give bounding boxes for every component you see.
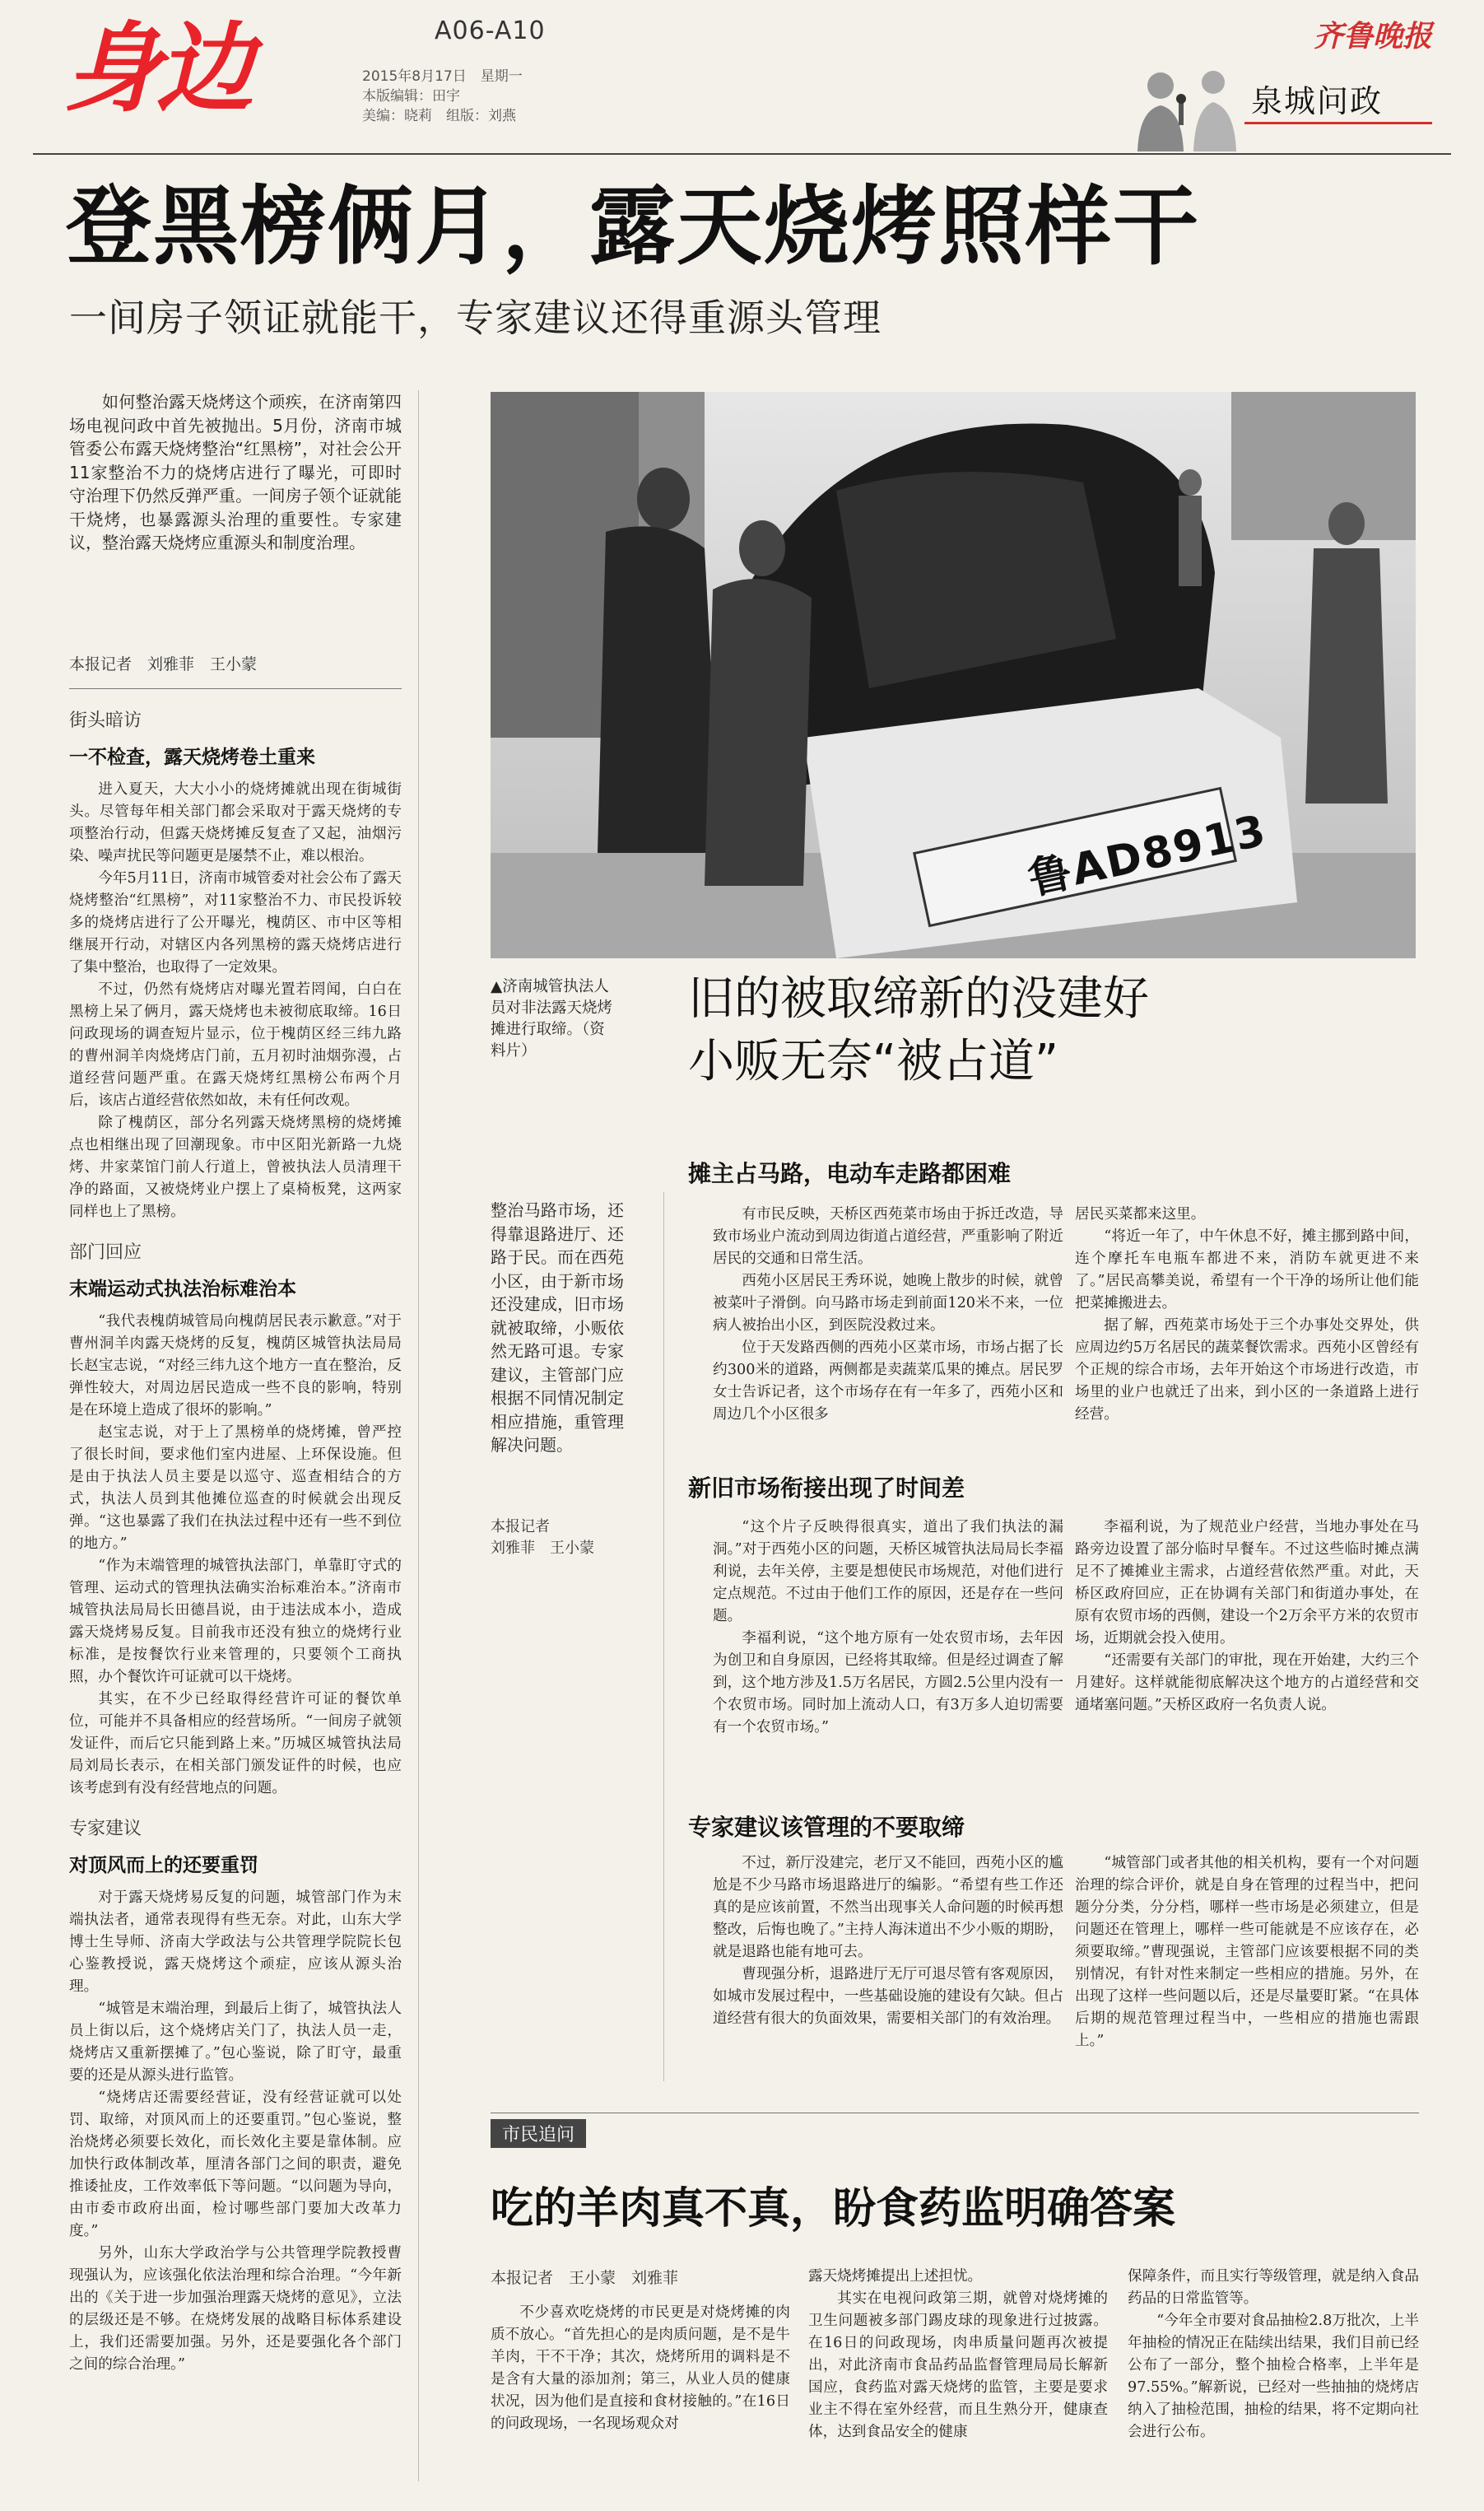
story2-sub2-col-left [713, 1516, 1063, 1739]
paragraph: 不少喜欢吃烧烤的市民更是对烧烤摊的肉质不放心。“首先担心的是肉质问题，是不是牛羊肉，干不干净；其次，烧烤所用的调料是不是含有大量的添加剂；第三，从业人员的健康状况，因为他们是直接和食材接触的。”在16日的问政现场，一名现场观众对 [491, 2304, 790, 2432]
paragraph: 不过，新厅没建完，老厅又不能回，西苑小区的尴尬是不少马路市场退路进厅的编影。“希望有些工作还真的是应该前置，不然当出现事关人命问题的时候再想整改，后悔也晚了。”主持人海沫道出不少小贩的期盼，就是退路也能有地可去。 [713, 1855, 1063, 1960]
truck-plate: 鲁AD8913 [1024, 805, 1272, 905]
story3-col-1 [491, 2302, 790, 2435]
paragraph: 李福利说，为了规范业户经营，当地办事处在马路旁边设置了部分临时早餐车。不过这些临时摊点满足不了摊摊业主需求，占道经营依然严重。对此，天桥区政府回应，正在协调有关部门和街道办事处，在原有农贸市场的西侧，建设一个2万余平方米的农贸市场，近期就会投入使用。 [1075, 1519, 1419, 1647]
newspaper-logo: 齐鲁晚报 [1314, 19, 1433, 54]
masthead-column-rule [1244, 122, 1432, 124]
paragraph: 保障条件，而且实行等级管理，就是纳入食品药品的日常监管等。 [1128, 2268, 1419, 2307]
section-title-dept: 末端运动式执法治标难治本 [69, 1279, 296, 1300]
paragraph: 居民买菜都来这里。 [1075, 1206, 1206, 1223]
story3-kicker: 市民追问 [491, 2119, 586, 2148]
paragraph: 位于天发路西侧的西苑小区菜市场，市场占据了长约300米的道路，两侧都是卖蔬菜瓜果的摊点。居民罗女士告诉记者，这个市场存在有一年多了，西苑小区和周边几个小区很多 [713, 1339, 1063, 1423]
story2-sidebar: 整治马路市场，还得靠退路进厅、还路于民。而在西苑小区，由于新市场还没建成，旧市场就被取缔，小贩依然无路可退。专家建议，主管部门应根据不同情况制定相应措施，重管理解决问题。 [491, 1200, 624, 1455]
story2-subhead-1: 摊主占马路，电动车走路都困难 [688, 1160, 1012, 1187]
photo-caption: ▲济南城管执法人员对非法露天烧烤摊进行取缔。（资料片） [491, 978, 613, 1060]
page-design-credit: 美编：晓莉 组版：刘燕 [362, 108, 516, 124]
paragraph: 曹现强分析，退路进厅无厅可退尽管有客观原因，如城市发展过程中，一些基础设施的建设有欠缺。但占道经营有很大的负面效果，需要相关部门的有效治理。 [713, 1966, 1063, 2027]
masthead-divider [33, 153, 1451, 155]
story2-subhead-3: 专家建议该管理的不要取缔 [688, 1814, 965, 1841]
page-editor: 本版编辑：田宇 [362, 88, 460, 105]
section-kicker-expert: 专家建议 [69, 1819, 142, 1839]
story2-sub3-col-right [1075, 1852, 1419, 2052]
story2-headline [688, 968, 1149, 1093]
paragraph: “城管是末端治理，到最后上街了，城管执法人员上街以后，这个烧烤店关门了，执法人员一走，烧烤店又重新摆摊了。”包心鉴说，除了盯守，最重要的还是从源头进行监管。 [69, 2001, 402, 2084]
story2-headline-line1: 旧的被取缔新的没建好 [688, 972, 1149, 1026]
paragraph: “今年全市要对食品抽检2.8万批次，上半年抽检的情况正在陆续出结果，我们目前已经公布了一部分，整个抽检合格率，上半年是97.55%。”解新说，已经对一些抽抽的烧烤店纳入了抽检范围，抽检的结果，将不定期向社会进行公布。 [1128, 2313, 1419, 2440]
section-title-expert: 对顶风而上的还要重罚 [69, 1855, 258, 1876]
story2-subhead-2: 新旧市场衔接出现了时间差 [688, 1474, 965, 1502]
story3-col-3 [1128, 2266, 1419, 2443]
story2-sub2-col-right [1075, 1516, 1419, 1717]
story2-sub3-col-left [713, 1852, 1063, 2030]
paragraph: “我代表槐荫城管局向槐荫居民表示歉意。”对于曹州洞羊肉露天烧烤的反复，槐荫区城管执法局局长赵宝志说，“对经三纬九这个地方一直在整治，反弹性较大，对周边居民造成一些不良的影响，特别是在环境上造成了很坏的影响。” [69, 1313, 402, 1419]
column-divider-left [418, 390, 419, 2481]
left-column [69, 706, 402, 2376]
column-name: 泉城问政 [1251, 83, 1384, 119]
paragraph: “烧烤店还需要经营证，没有经营证就可以处罚、取缔，对顶风而上的还要重罚。”包心鉴说，整治烧烤必须要长效化，而长效化主要是靠体制。应加快行政体制改革，厘清各部门之间的职责，避免推诿扯皮，工作效率低下等问题。“以问题为导向，由市委市政府出面，检讨哪些部门要加大改革力度。” [69, 2089, 402, 2239]
paragraph: 李福利说，“这个地方原有一处农贸市场，去年因为创卫和自身原因，已经将其取缔。但是经过调查了解到，这个地方涉及1.5万名居民，方圆2.5公里内没有一个农贸市场。同时加上流动人口，有3万多人迫切需要有一个农贸市场。” [713, 1630, 1063, 1735]
main-subheadline: 一间房子领证就能干，专家建议还得重源头管理 [69, 296, 882, 340]
paragraph: 有市民反映，天桥区西苑菜市场由于拆迁改造，导致市场业户流动到周边街道占道经营，严重影响了附近居民的交通和日常生活。 [713, 1206, 1063, 1267]
paragraph: 另外，山东大学政治学与公共管理学院教授曹现强认为，应该强化依法治理和综合治理。“今年新出的《关于进一步加强治理露天烧烤的意见》，立法的层级还是不够。在烧烤发展的战略目标体系建设上，我们还需要加强。另外，还是要强化各个部门之间的综合治理。” [69, 2245, 402, 2373]
paragraph: “城管部门或者其他的相关机构，要有一个对问题治理的综合评价，就是自身在管理的过程当中，把问题分分类，分分档，哪样一些市场是必须建立，但是问题还在管理上，哪样一些可能就是不应该存在，必须要取缔。”曹现强说，主管部门应该要根据不同的类别情况，有针对性来制定一些相应的措施。另外，在出现了这样一些问题以后，还是尽量要盯紧。“在具体后期的规范管理过程当中，一些相应的措施也需跟上。” [1075, 1855, 1419, 2049]
paragraph: “这个片子反映得很真实，道出了我们执法的漏洞。”对于西苑小区的问题，天桥区城管执法局局长李福利说，去年关停，主要是想使民市场规范，对他们进行定点规范。不过由于他们工作的原因，还是存在一些问题。 [713, 1519, 1063, 1624]
story3-headline: 吃的羊肉真不真，盼食药监明确答案 [491, 2184, 1176, 2234]
section-body-street [69, 779, 402, 1223]
paragraph: “将近一年了，中午休息不好，摊主挪到路中间，连个摩托车电瓶车都进不来，消防车就更进不来了。”居民高攀美说，希望有一个干净的场所让他们能把菜摊搬进去。 [1075, 1228, 1419, 1311]
section-logo: 身边 [64, 12, 249, 125]
masthead-illustration [1128, 61, 1259, 151]
news-photo [491, 392, 1416, 958]
paragraph: 除了槐荫区，部分名列露天烧烤黑榜的烧烤摊点也相继出现了回潮现象。市中区阳光新路一九烧烤、井家菜馆门前人行道上，曾被执法人员清理干净的路面，又被烧烤业户摆上了桌椅板凳，这两家同样也上了黑榜。 [69, 1115, 402, 1220]
paragraph: 进入夏天，大大小小的烧烤摊就出现在街城街头。尽管每年相关部门都会采取对于露天烧烤的专项整治行动，但露天烧烤摊反复查了又起，油烟污染、噪声扰民等问题更是屡禁不止，难以根治。 [69, 781, 402, 864]
issue-date: 2015年8月17日 星期一 [362, 68, 523, 85]
paragraph: 不过，仍然有烧烤店对曝光置若罔闻，白白在黑榜上呆了俩月，露天烧烤也未被彻底取缔。16日问政现场的调查短片显示，位于槐荫区经三纬九路的曹州洞羊肉烧烤店门前，五月初时油烟弥漫，占道经营问题严重。在露天烧烤红黑榜公布两个月后，该店占道经营依然如故，未有任何改观。 [69, 981, 402, 1109]
lead-byline: 本报记者 刘雅菲 王小蒙 [69, 655, 258, 673]
section-kicker-dept: 部门回应 [69, 1242, 142, 1263]
paragraph: 对于露天烧烤易反复的问题，城管部门作为末端执法者，通常表现得有些无奈。对此，山东大学博士生导师、济南大学政法与公共管理学院院长包心鉴教授说，露天烧烤这个顽症，应该从源头治理。 [69, 1889, 402, 1995]
story2-sub1-col-right [1075, 1204, 1419, 1426]
paragraph: 露天烧烤摊提出上述担忧。 [808, 2268, 983, 2285]
section-body-expert [69, 1887, 402, 2376]
story2-headline-line2: 小贩无奈“被占道” [688, 1035, 1059, 1088]
story2-sub1-col-left [713, 1204, 1063, 1426]
paragraph: 赵宝志说，对于上了黑榜单的烧烤摊，曾严控了很长时间，要求他们室内进屋、上环保设施。但是由于执法人员主要是以巡守、巡查相结合的方式，执法人员到其他摊位巡查的时候就会出现反弹。“这也暴露了我们在执法过程中还有一些不到位的地方。” [69, 1424, 402, 1552]
story3-col-2 [808, 2266, 1108, 2443]
lead-summary: 如何整治露天烧烤这个顽疾，在济南第四场电视问政中首先被抛出。5月份，济南市城管委公布露天烧烤整治“红黑榜”，对社会公开11家整治不力的烧烤店进行了曝光，可即时守治理下仍然反弹严重。一间房子领个证就能干烧烤，也暴露源头治理的重要性。专家建议，整治露天烧烤应重源头和制度治理。 [69, 392, 402, 552]
section-title-street: 一不检查，露天烧烤卷土重来 [69, 747, 315, 768]
paragraph: “还需要有关部门的审批，现在开始建，大约三个月建好。这样就能彻底解决这个地方的占道经营和交通堵塞问题。”天桥区政府一名负责人说。 [1075, 1652, 1419, 1713]
paragraph: 其实在电视问政第三期，就曾对烧烤摊的卫生问题被多部门踢皮球的现象进行过披露。在16日的问政现场，肉串质量问题再次被提出，对此济南市食品药品监督管理局局长解新国应，食药监对露天烧烤的监管，主要是要求业主不得在室外经营，而且生熟分开，健康查体，达到食品安全的健康 [808, 2290, 1108, 2440]
paragraph: 据了解，西苑菜市场处于三个办事处交界处，供应周边约5万名居民的蔬菜餐饮需求。西苑小区曾经有个正规的综合市场，去年开始这个市场进行改造，市场里的业户也就迁了出来，到小区的一条道路上进行经营。 [1075, 1317, 1419, 1423]
column-divider-story2 [663, 1192, 664, 2081]
lead-divider [69, 688, 402, 689]
main-headline: 登黑榜俩月，露天烧烤照样干 [66, 176, 1201, 277]
story2-byline: 本报记者 刘雅菲 王小蒙 [491, 1518, 594, 1557]
paragraph: 西苑小区居民王秀环说，她晚上散步的时候，就曾被菜叶子滑倒。向马路市场走到前面120米不来，一位病人被抬出小区，到医院没救过来。 [713, 1273, 1063, 1334]
section-kicker-street: 街头暗访 [69, 710, 142, 731]
story3-byline: 本报记者 王小蒙 刘雅菲 [491, 2269, 679, 2287]
paragraph: 今年5月11日，济南市城管委对社会公布了露天烧烤整治“红黑榜”，对11家整治不力、市民投诉较多的烧烤店进行了公开曝光，槐荫区、市中区等相继展开行动，对辖区内各列黑榜的露天烧烤店进行了集中整治，也取得了一定效果。 [69, 870, 402, 976]
paragraph: 其实，在不少已经取得经营许可证的餐饮单位，可能并不具备相应的经营场所。“一间房子就领发证件，而后它只能到路上来。”历城区城管执法局局刘局长表示，在相关部门颁发证件的时候，也应该考虑到有没有经营地点的问题。 [69, 1691, 402, 1796]
page-numbers: A06-A10 [435, 16, 546, 45]
section-body-dept [69, 1311, 402, 1800]
paragraph: “作为末端管理的城管执法部门，单靠盯守式的管理、运动式的管理执法确实治标难治本。”济南市城管执法局局长田德昌说，由于违法成本小，造成露天烧烤易反复。目前我市还没有独立的烧烤行业标准，是按餐饮行业来管理的，只要领个工商执照，办个餐饮许可证就可以干烧烤。 [69, 1558, 402, 1685]
